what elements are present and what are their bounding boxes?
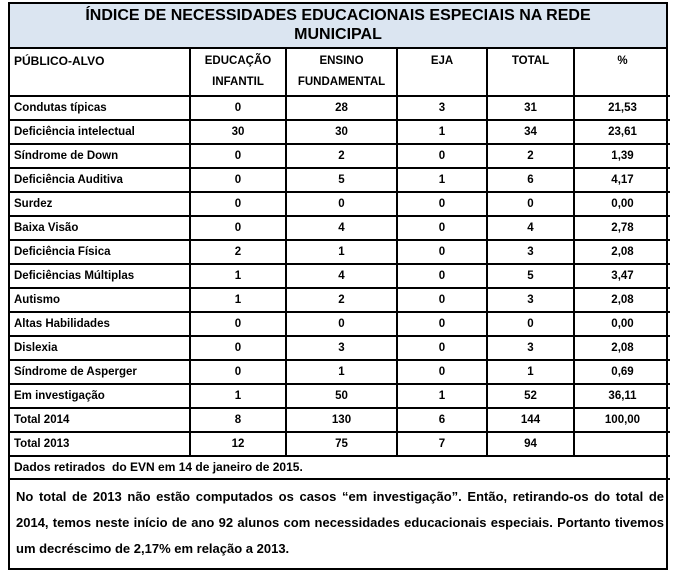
cell-total: 5	[487, 264, 574, 288]
cell-ensino-fundamental: 1	[286, 240, 397, 264]
col-header-ensino-fundamental-line1: ENSINO	[319, 55, 364, 67]
cell-eja: 1	[397, 120, 487, 144]
table-title-line2: MUNICIPAL	[294, 26, 382, 43]
row-label: Síndrome de Down	[10, 144, 190, 168]
row-label: Total 2013	[10, 432, 190, 456]
data-grid	[10, 49, 670, 568]
cell-total: 3	[487, 288, 574, 312]
cell-educacao-infantil: 1	[190, 288, 286, 312]
cell-educacao-infantil: 0	[190, 336, 286, 360]
analysis-note: No total de 2013 não estão computados os casos “em investigação”. Então, retirando-os do total de 2014, temos neste início de ano 92 alunos com necessidades educacionais especiais. Portanto tivemos um decréscimo de 2,17% em relação a 2013.	[16, 489, 664, 556]
cell-eja: 3	[397, 96, 487, 120]
row-label: Surdez	[10, 192, 190, 216]
cell-total: 52	[487, 384, 574, 408]
cell-percent: 3,47	[574, 264, 670, 288]
col-header-educacao-infantil	[190, 49, 286, 96]
table-title-line1: ÍNDICE DE NECESSIDADES EDUCACIONAIS ESPECIAIS NA REDE	[85, 7, 591, 24]
analysis-note-row	[10, 479, 670, 568]
cell-eja: 1	[397, 384, 487, 408]
cell-eja: 0	[397, 264, 487, 288]
cell-total: 31	[487, 96, 574, 120]
cell-eja: 0	[397, 360, 487, 384]
cell-educacao-infantil: 1	[190, 264, 286, 288]
cell-eja: 0	[397, 336, 487, 360]
cell-total: 3	[487, 240, 574, 264]
cell-ensino-fundamental: 28	[286, 96, 397, 120]
cell-percent: 21,53	[574, 96, 670, 120]
cell-eja: 0	[397, 192, 487, 216]
table-row-deficiencia-intelectual	[10, 120, 670, 144]
col-header-ensino-fundamental-line2: FUNDAMENTAL	[297, 76, 386, 88]
cell-percent: 2,08	[574, 240, 670, 264]
cell-percent: 1,39	[574, 144, 670, 168]
cell-percent: 2,08	[574, 336, 670, 360]
table-row-em-investigacao	[10, 384, 670, 408]
cell-total: 34	[487, 120, 574, 144]
cell-eja: 0	[397, 288, 487, 312]
row-label: Total 2014	[10, 408, 190, 432]
cell-educacao-infantil: 1	[190, 384, 286, 408]
cell-educacao-infantil: 30	[190, 120, 286, 144]
cell-ensino-fundamental: 0	[286, 192, 397, 216]
row-label: Autismo	[10, 288, 190, 312]
cell-total: 2	[487, 144, 574, 168]
cell-ensino-fundamental: 130	[286, 408, 397, 432]
table-row-total-2013	[10, 432, 670, 456]
row-label: Em investigação	[10, 384, 190, 408]
cell-educacao-infantil: 8	[190, 408, 286, 432]
cell-eja: 7	[397, 432, 487, 456]
cell-educacao-infantil: 0	[190, 192, 286, 216]
cell-total: 4	[487, 216, 574, 240]
cell-eja: 1	[397, 168, 487, 192]
col-header-percent: %	[574, 49, 670, 96]
cell-ensino-fundamental: 2	[286, 144, 397, 168]
cell-eja: 0	[397, 144, 487, 168]
col-header-educacao-infantil-line1: EDUCAÇÃO	[204, 55, 272, 67]
cell-percent	[574, 432, 670, 456]
cell-total: 3	[487, 336, 574, 360]
cell-eja: 0	[397, 312, 487, 336]
cell-percent: 0,00	[574, 192, 670, 216]
table-row-condutas-tipicas	[10, 96, 670, 120]
table-title	[10, 4, 666, 49]
cell-percent: 36,11	[574, 384, 670, 408]
cell-educacao-infantil: 0	[190, 144, 286, 168]
cell-ensino-fundamental: 4	[286, 216, 397, 240]
cell-ensino-fundamental: 30	[286, 120, 397, 144]
cell-percent: 4,17	[574, 168, 670, 192]
cell-educacao-infantil: 2	[190, 240, 286, 264]
cell-educacao-infantil: 0	[190, 216, 286, 240]
cell-total: 0	[487, 312, 574, 336]
col-header-eja: EJA	[397, 49, 487, 96]
source-note: Dados retirados do EVN em 14 de janeiro de 2015.	[10, 456, 670, 479]
cell-ensino-fundamental: 50	[286, 384, 397, 408]
cell-total: 6	[487, 168, 574, 192]
cell-ensino-fundamental: 4	[286, 264, 397, 288]
cell-educacao-infantil: 0	[190, 96, 286, 120]
cell-total: 94	[487, 432, 574, 456]
cell-ensino-fundamental: 2	[286, 288, 397, 312]
cell-educacao-infantil: 0	[190, 312, 286, 336]
row-label: Baixa Visão	[10, 216, 190, 240]
table-row-deficiencias-multiplas	[10, 264, 670, 288]
cell-ensino-fundamental: 3	[286, 336, 397, 360]
table-row-baixa-visao	[10, 216, 670, 240]
table-row-deficiencia-auditiva	[10, 168, 670, 192]
cell-percent: 2,08	[574, 288, 670, 312]
table-row-sindrome-de-down	[10, 144, 670, 168]
header-row	[10, 49, 670, 96]
row-label: Deficiência Física	[10, 240, 190, 264]
cell-total: 0	[487, 192, 574, 216]
cell-percent: 0,00	[574, 312, 670, 336]
col-header-total: TOTAL	[487, 49, 574, 96]
cell-educacao-infantil: 0	[190, 168, 286, 192]
cell-percent: 2,78	[574, 216, 670, 240]
cell-eja: 6	[397, 408, 487, 432]
table-row-dislexia	[10, 336, 670, 360]
table-row-sindrome-de-asperger	[10, 360, 670, 384]
table-row-deficiencia-fisica	[10, 240, 670, 264]
table-row-autismo	[10, 288, 670, 312]
col-header-ensino-fundamental	[286, 49, 397, 96]
cell-ensino-fundamental: 75	[286, 432, 397, 456]
cell-percent: 100,00	[574, 408, 670, 432]
table-row-altas-habilidades	[10, 312, 670, 336]
row-label: Deficiência Auditiva	[10, 168, 190, 192]
cell-total: 1	[487, 360, 574, 384]
table-row-surdez	[10, 192, 670, 216]
cell-total: 144	[487, 408, 574, 432]
cell-percent: 0,69	[574, 360, 670, 384]
cell-eja: 0	[397, 216, 487, 240]
col-header-educacao-infantil-line2: INFANTIL	[212, 76, 264, 88]
row-label: Síndrome de Asperger	[10, 360, 190, 384]
cell-eja: 0	[397, 240, 487, 264]
cell-educacao-infantil: 12	[190, 432, 286, 456]
col-header-publico-alvo: PÚBLICO-ALVO	[10, 49, 190, 96]
row-label: Altas Habilidades	[10, 312, 190, 336]
source-note-row	[10, 456, 670, 479]
row-label: Dislexia	[10, 336, 190, 360]
cell-ensino-fundamental: 0	[286, 312, 397, 336]
row-label: Deficiência intelectual	[10, 120, 190, 144]
cell-ensino-fundamental: 5	[286, 168, 397, 192]
cell-educacao-infantil: 0	[190, 360, 286, 384]
cell-percent: 23,61	[574, 120, 670, 144]
nee-index-table	[8, 2, 668, 570]
table-row-total-2014	[10, 408, 670, 432]
cell-ensino-fundamental: 1	[286, 360, 397, 384]
row-label: Condutas típicas	[10, 96, 190, 120]
row-label: Deficiências Múltiplas	[10, 264, 190, 288]
